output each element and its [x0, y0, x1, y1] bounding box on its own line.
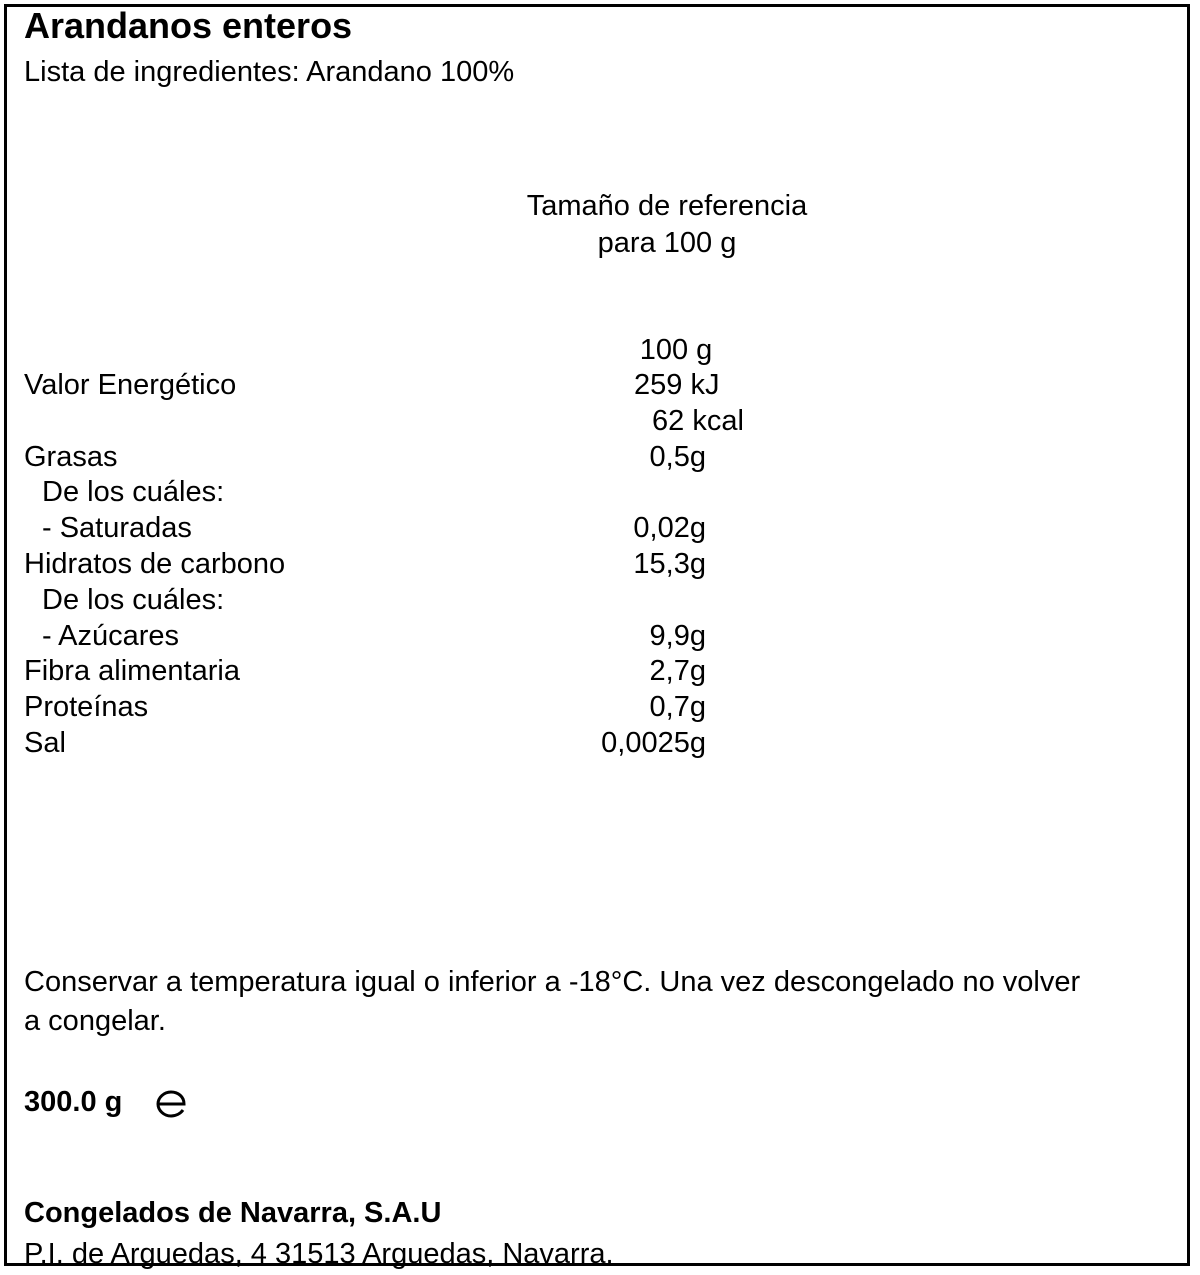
company-address: P.I. de Arguedas, 4 31513 Arguedas, Navarra. — [24, 1238, 614, 1270]
nutrient-label: - Saturadas — [42, 512, 192, 544]
nutrient-label: - Azúcares — [42, 620, 179, 652]
nutrient-label: Proteínas — [24, 691, 149, 723]
nutrient-label: Grasas — [24, 441, 118, 473]
nutrient-label: Sal — [24, 727, 66, 759]
nutrient-label: De los cuáles: — [42, 584, 225, 616]
nutrient-value: 2,7g — [649, 655, 706, 687]
company-name: Congelados de Navarra, S.A.U — [24, 1197, 442, 1229]
nutrient-value: 62 kcal — [652, 405, 744, 437]
nutrient-value: 0,7g — [649, 691, 706, 723]
nutrient-value: 9,9g — [649, 620, 706, 652]
reference-size-line2: para 100 g — [597, 227, 737, 259]
product-name: Arandanos enteros — [24, 5, 353, 46]
nutrient-label: Valor Energético — [24, 369, 237, 401]
nutrition-column-header: 100 g — [639, 334, 713, 366]
nutrient-value: 259 kJ — [634, 369, 720, 401]
storage-instructions-line1: Conservar a temperatura igual o inferior a -18°C. Una vez descongelado no volver — [24, 966, 1081, 998]
nutrient-value: 0,0025g — [601, 727, 706, 759]
estimated-sign-glyph — [153, 1088, 154, 1089]
reference-size-line1: Tamaño de referencia — [526, 190, 808, 222]
nutrient-value: 0,02g — [633, 512, 706, 544]
net-weight-value: 300.0 g — [24, 1086, 123, 1118]
nutrient-label: Hidratos de carbono — [24, 548, 286, 580]
storage-instructions-line2: a congelar. — [24, 1005, 166, 1037]
estimated-sign-icon — [153, 1088, 189, 1120]
nutrient-label: De los cuáles: — [42, 476, 225, 508]
nutrient-value: 15,3g — [633, 548, 706, 580]
ingredients-list: Lista de ingredientes: Arandano 100% — [24, 56, 515, 88]
nutrient-value: 0,5g — [649, 441, 706, 473]
nutrient-label: Fibra alimentaria — [24, 655, 240, 687]
